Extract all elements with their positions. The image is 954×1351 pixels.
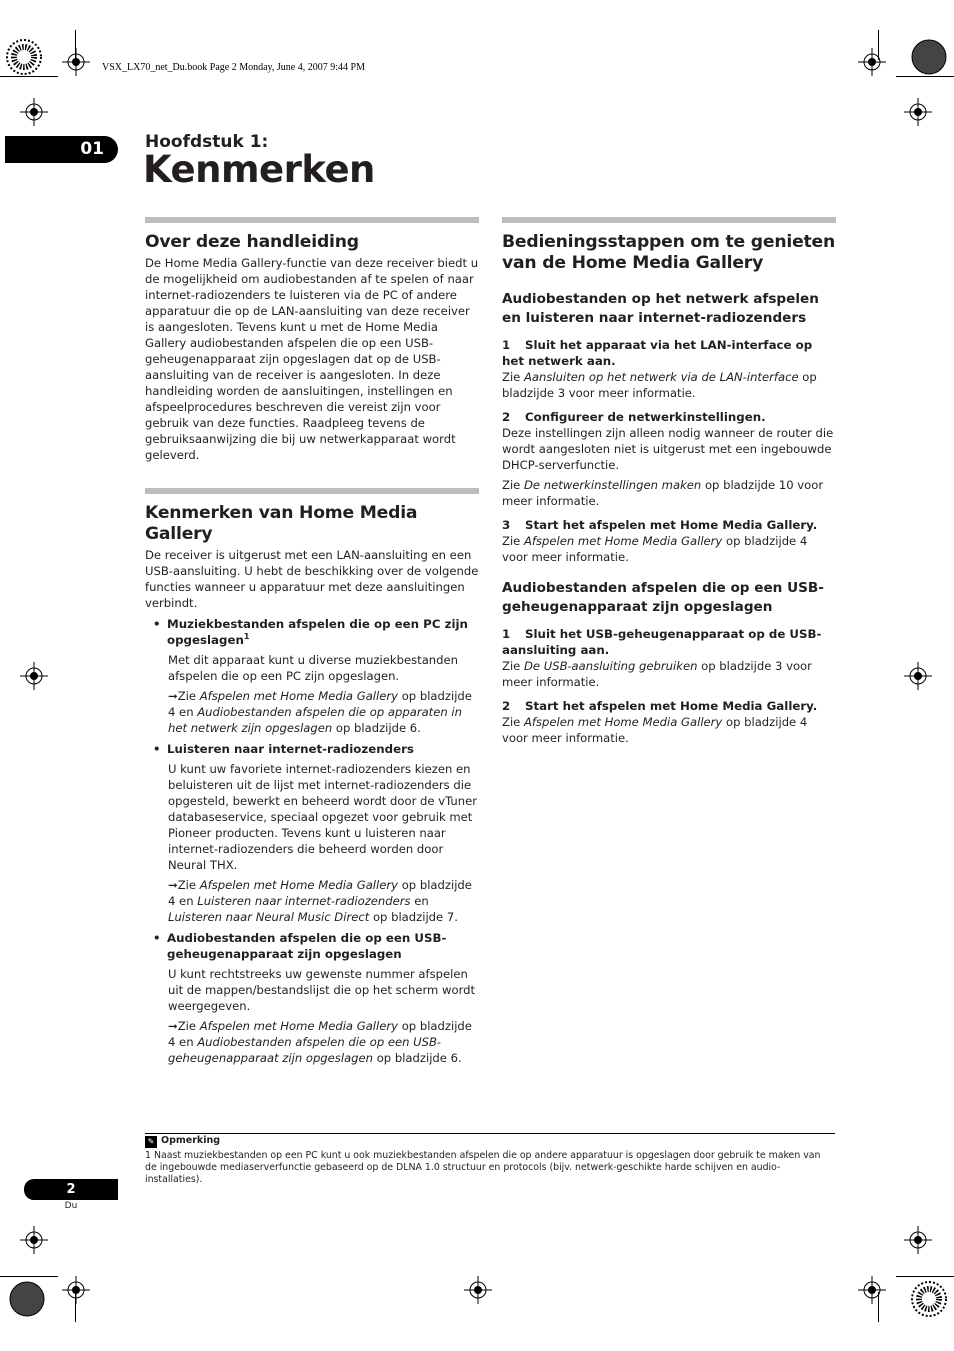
cross-reference: Zie Afspelen met Home Media Gallery op bladzijde 4 voor meer informatie. xyxy=(502,534,808,564)
registration-target-icon xyxy=(62,1276,90,1304)
registration-target-icon xyxy=(464,1276,492,1304)
arrow-right-icon: ➞ xyxy=(168,689,178,703)
section-heading: Bedieningsstappen om te genieten van de Home Media Gallery xyxy=(502,232,836,273)
section-divider xyxy=(145,488,479,494)
footnote-text: 1 Naast muziekbestanden op een PC kunt u ook muziekbestanden afspelen die op andere apparatuur is opgeslagen door gebruik te maken van de ingebouwde mediaserverfunctie gebaseerd op de DLNA 1.0 structuur en protocols (bijv. netwerk-geschikte harde schijven en audio-installaties). xyxy=(145,1150,821,1185)
sunburst-mark-icon xyxy=(5,38,43,76)
registration-target-icon xyxy=(20,662,48,690)
step-item: 3 Start het afspelen met Home Media Gallery. xyxy=(502,518,818,532)
bullet-title: Muziekbestanden afspelen die op een PC zijn opgeslagen xyxy=(167,617,468,647)
language-code: Du xyxy=(64,1201,78,1211)
crop-mark xyxy=(0,1276,58,1277)
paragraph: U kunt rechtstreeks uw gewenste nummer afspelen uit de mappen/bestandslijst die op het scherm wordt weergegeven. xyxy=(168,967,476,1013)
cross-reference: ➞Zie Afspelen met Home Media Gallery op bladzijde 4 en Luisteren naar internet-radiozenders en Luisteren naar Neural Music Direct op bladzijde 7. xyxy=(168,878,472,924)
subsection-heading: Audiobestanden afspelen die op een USB-geheugenapparaat zijn opgeslagen xyxy=(502,580,824,615)
step-item: 1 Sluit het apparaat via het LAN-interface op het netwerk aan. xyxy=(502,338,813,368)
bullet-icon: • xyxy=(153,617,161,631)
registration-target-icon xyxy=(904,662,932,690)
note-pencil-icon: ✎ xyxy=(145,1136,157,1148)
footnote-ref: 1 xyxy=(243,632,250,642)
section-divider xyxy=(502,217,836,223)
density-circle-icon xyxy=(8,1280,46,1318)
bullet-icon: • xyxy=(153,742,161,756)
cross-reference: Zie De netwerkinstellingen maken op bladzijde 10 voor meer informatie. xyxy=(502,478,824,508)
bullet-title: Luisteren naar internet-radiozenders xyxy=(167,742,414,756)
bullet-item xyxy=(145,741,479,757)
bullet-item xyxy=(145,930,479,962)
page-number: 2 xyxy=(24,1179,118,1200)
chapter-label: Hoofdstuk 1: xyxy=(145,132,269,152)
registration-target-icon xyxy=(20,1226,48,1254)
paragraph: De receiver is uitgerust met een LAN-aansluiting en een USB-aansluiting. U hebt de beschikking over de volgende functies wanneer u apparatuur met deze aansluitingen verbindt. xyxy=(145,548,479,610)
crop-mark xyxy=(896,76,954,77)
subsection-heading: Audiobestanden op het netwerk afspelen en luisteren naar internet-radiozenders xyxy=(502,291,819,326)
paragraph: Met dit apparaat kunt u diverse muziekbestanden afspelen die op een PC zijn opgeslagen. xyxy=(168,653,458,683)
registration-target-icon xyxy=(62,48,90,76)
step-item: 2 Start het afspelen met Home Media Gallery. xyxy=(502,699,818,713)
arrow-right-icon: ➞ xyxy=(168,1019,178,1033)
registration-target-icon xyxy=(20,98,48,126)
density-circle-icon xyxy=(910,38,948,76)
step-item: 2 Configureer de netwerkinstellingen. xyxy=(502,410,766,424)
registration-target-icon xyxy=(858,1276,886,1304)
cross-reference: ➞Zie Afspelen met Home Media Gallery op bladzijde 4 en Audiobestanden afspelen die op een USB-geheugenapparaat zijn opgeslagen op bladzijde 6. xyxy=(168,1019,472,1065)
cross-reference: Zie De USB-aansluiting gebruiken op bladzijde 3 voor meer informatie. xyxy=(502,659,812,689)
registration-target-icon xyxy=(904,98,932,126)
section-heading: Kenmerken van Home Media Gallery xyxy=(145,503,418,544)
arrow-right-icon: ➞ xyxy=(168,878,178,892)
sunburst-mark-icon xyxy=(910,1280,948,1318)
section-heading: Over deze handleiding xyxy=(145,232,359,252)
bullet-item xyxy=(145,616,479,648)
note-divider xyxy=(145,1133,835,1134)
registration-target-icon xyxy=(904,1226,932,1254)
paragraph: De Home Media Gallery-functie van deze receiver biedt u de mogelijkheid om audiobestanden af te spelen of naar internet-radiozenders te luisteren via de PC of andere apparatuur die op de LAN-aansluiting van deze receiver is aangesloten. Tevens kunt u met de Home Media Gallery audiobestanden afspelen die op een USB-geheugenapparaat zijn opgeslagen dat op de USB-aansluiting van de receiver is aangesloten. In deze handleiding worden de aansluitingen, instellingen en afspeelprocedures beschreven die vereist zijn voor gebruik van deze functies. Raadpleeg tevens de gebruiksaanwijzing die bij uw netwerkapparaat wordt geleverd. xyxy=(145,256,479,462)
crop-mark xyxy=(0,76,58,77)
cross-reference: Zie Aansluiten op het netwerk via de LAN-interface op bladzijde 3 voor meer informatie. xyxy=(502,370,817,400)
paragraph: U kunt uw favoriete internet-radiozenders kiezen en beluisteren uit de lijst met internet-radiozenders die opgesteld, bewerkt en beheerd wordt door de vTuner databaseservice, speciaal opgezet voor gebruik met Pioneer producten. Tevens kunt u luisteren naar internet-radiozenders die beheerd worden door Neural THX. xyxy=(168,762,477,872)
bullet-title: Audiobestanden afspelen die op een USB-geheugenapparaat zijn opgeslagen xyxy=(167,931,447,961)
step-item: 1 Sluit het USB-geheugenapparaat op de USB-aansluiting aan. xyxy=(502,627,822,657)
note-label: Opmerking xyxy=(161,1135,221,1146)
left-column xyxy=(145,217,479,1066)
cross-reference: Zie Afspelen met Home Media Gallery op bladzijde 4 voor meer informatie. xyxy=(502,715,808,745)
right-column xyxy=(502,217,836,746)
print-info: VSX_LX70_net_Du.book Page 2 Monday, June 4, 2007 9:44 PM xyxy=(102,62,365,73)
crop-mark xyxy=(896,1276,954,1277)
chapter-tab: 01 xyxy=(5,136,118,163)
bullet-icon: • xyxy=(153,931,161,945)
paragraph: Deze instellingen zijn alleen nodig wanneer de router die wordt aangesloten niet is uitgerust met een ingebouwde DHCP-serverfunctie. xyxy=(502,426,834,472)
cross-reference: ➞Zie Afspelen met Home Media Gallery op bladzijde 4 en Audiobestanden afspelen die op apparaten in het netwerk zijn opgeslagen op bladzijde 6. xyxy=(168,689,472,735)
section-divider xyxy=(145,217,479,223)
registration-target-icon xyxy=(858,48,886,76)
page-title: Kenmerken xyxy=(143,148,375,191)
